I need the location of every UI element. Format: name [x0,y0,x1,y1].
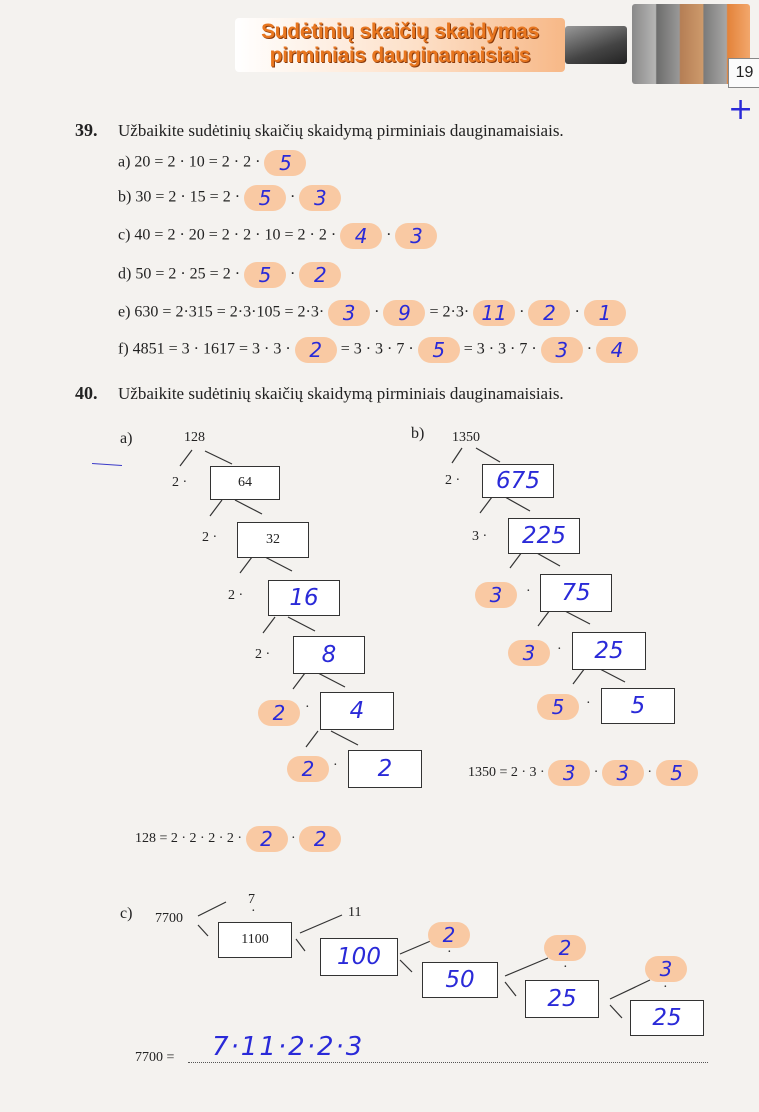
answer-box: 25 [572,632,646,670]
ex40-a-result-lead: 128 = 2 · 2 · 2 · 2 · [135,831,243,847]
answer-cloud: 3 [602,760,644,786]
answer-box: 675 [482,464,554,498]
answer-box: 2 [348,750,422,788]
tree-c-top: 7700 [155,911,183,926]
dot: · [386,226,392,244]
answer-box: 64 [210,466,280,500]
ex40-number: 40. [75,383,98,403]
answer-dotted-line [188,1062,708,1063]
answer-box: 4 [320,692,394,730]
answer-cloud: 3 [395,223,437,249]
ex39-f [118,337,638,363]
answer-cloud: 5 [244,185,286,211]
ex39-f-mid1: = 3 · 3 · 7 · [340,340,414,358]
factor: 2 · [172,475,188,490]
answer-cloud: 3 [645,956,687,982]
answer-box: 16 [268,580,340,616]
factor: 2 · [228,588,244,603]
title-line-1: Sudėtinių skaičių skaidymas [261,20,539,43]
ex40-b-label: b) [411,425,425,442]
answer-cloud: 5 [537,694,579,720]
answer-box: 8 [293,636,365,674]
dot: · [290,265,296,283]
answer-cloud: 3 [541,337,583,363]
answer-cloud: 1 [584,300,626,326]
ex40-c-result-lead: 7700 = [135,1050,175,1065]
dot: · [305,700,310,715]
dot: · [586,696,591,711]
ex39-e [118,300,626,326]
answer-cloud: 2 [428,922,470,948]
factor: 2 · [445,473,461,488]
dot: · [593,765,599,781]
dot: · [574,303,580,321]
factor: 11 [348,905,362,920]
ex39-b-lead: b) 30 = 2 · 15 = 2 · [118,188,241,206]
ex40-c-result-answer: 7·11·2·2·3 [212,1032,365,1062]
answer-box: 75 [540,574,612,612]
dot: · [333,758,338,773]
answer-cloud: 2 [295,337,337,363]
ex39-c [118,223,437,249]
ex39-c-lead: c) 40 = 2 · 20 = 2 · 2 · 10 = 2 · 2 · [118,226,337,244]
answer-cloud: 5 [656,760,698,786]
answer-cloud: 5 [244,262,286,288]
dot: · [291,831,296,847]
factor: 7 [248,892,255,907]
answer-cloud: 2 [544,935,586,961]
answer-cloud: 2 [258,700,300,726]
page-number: 19 [728,58,759,88]
dot: · [586,340,593,358]
answer-cloud: 11 [473,300,515,326]
ex39-a [118,150,306,176]
ex39-number: 39. [75,120,98,140]
factor: 2 · [202,530,218,545]
dot: · [557,642,562,657]
answer-cloud: 4 [596,337,638,363]
answer-cloud: 2 [287,756,329,782]
title-line-2: pirminiais dauginamaisiais [269,44,531,67]
answer-box: 100 [320,938,398,976]
ex40-c-label: c) [120,905,133,922]
bleed-through-text [470,160,474,177]
dot: · [526,584,531,599]
tree-b-top: 1350 [452,430,480,445]
check-mark: + [728,92,754,127]
ex39-a-lead: a) 20 = 2 · 10 = 2 · 2 · [118,153,261,171]
answer-cloud: 2 [299,826,341,852]
answer-box: 32 [237,522,309,558]
ex39-f-mid2: = 3 · 3 · 7 · [463,340,537,358]
answer-box: 5 [601,688,675,724]
answer-cloud: 5 [264,150,306,176]
answer-cloud: 2 [246,826,288,852]
answer-cloud: 3 [328,300,370,326]
dot: · [290,188,296,206]
answer-cloud: 3 [508,640,550,666]
answer-cloud: 2 [528,300,570,326]
ex40-a-label: a) [120,430,133,447]
dot: · [647,765,653,781]
ex40-b-result-lead: 1350 = 2 · 3 · [468,765,545,781]
ex40-a-result [135,826,341,852]
answer-cloud: 3 [548,760,590,786]
dot: · [251,904,256,919]
answer-box: 25 [630,1000,704,1036]
answer-cloud: 2 [299,262,341,288]
dot: · [563,960,568,975]
answer-box: 50 [422,962,498,998]
factor: 2 · [255,647,271,662]
pen-mark [92,463,122,466]
ex39-e-lead: e) 630 = 2·315 = 2·3·105 = 2·3· [118,303,325,321]
answer-cloud: 5 [418,337,460,363]
ex39-d-lead: d) 50 = 2 · 25 = 2 · [118,265,241,283]
dot: · [519,303,525,321]
answer-box: 1100 [218,922,292,958]
dot: · [663,980,668,995]
ex40-b-result [468,760,698,786]
dot: · [447,945,452,960]
answer-cloud: 9 [383,300,425,326]
answer-cloud: 3 [299,185,341,211]
ex39-f-lead: f) 4851 = 3 · 1617 = 3 · 3 · [118,340,291,358]
ex39-instruction: Užbaikite sudėtinių skaičių skaidymą pirminiais dauginamaisiais. [118,121,564,140]
factor: 3 · [472,529,488,544]
ex39-b [118,185,341,211]
ex40-instruction: Užbaikite sudėtinių skaičių skaidymą pirminiais dauginamaisiais. [118,384,564,403]
answer-box: 225 [508,518,580,554]
dot: · [374,303,380,321]
ex39-e-mid: = 2·3· [429,303,470,321]
ex39-d [118,262,341,288]
answer-box: 25 [525,980,599,1018]
book-illustration [565,26,627,64]
answer-cloud: 3 [475,582,517,608]
answer-cloud: 4 [340,223,382,249]
tree-a-top: 128 [184,430,205,445]
